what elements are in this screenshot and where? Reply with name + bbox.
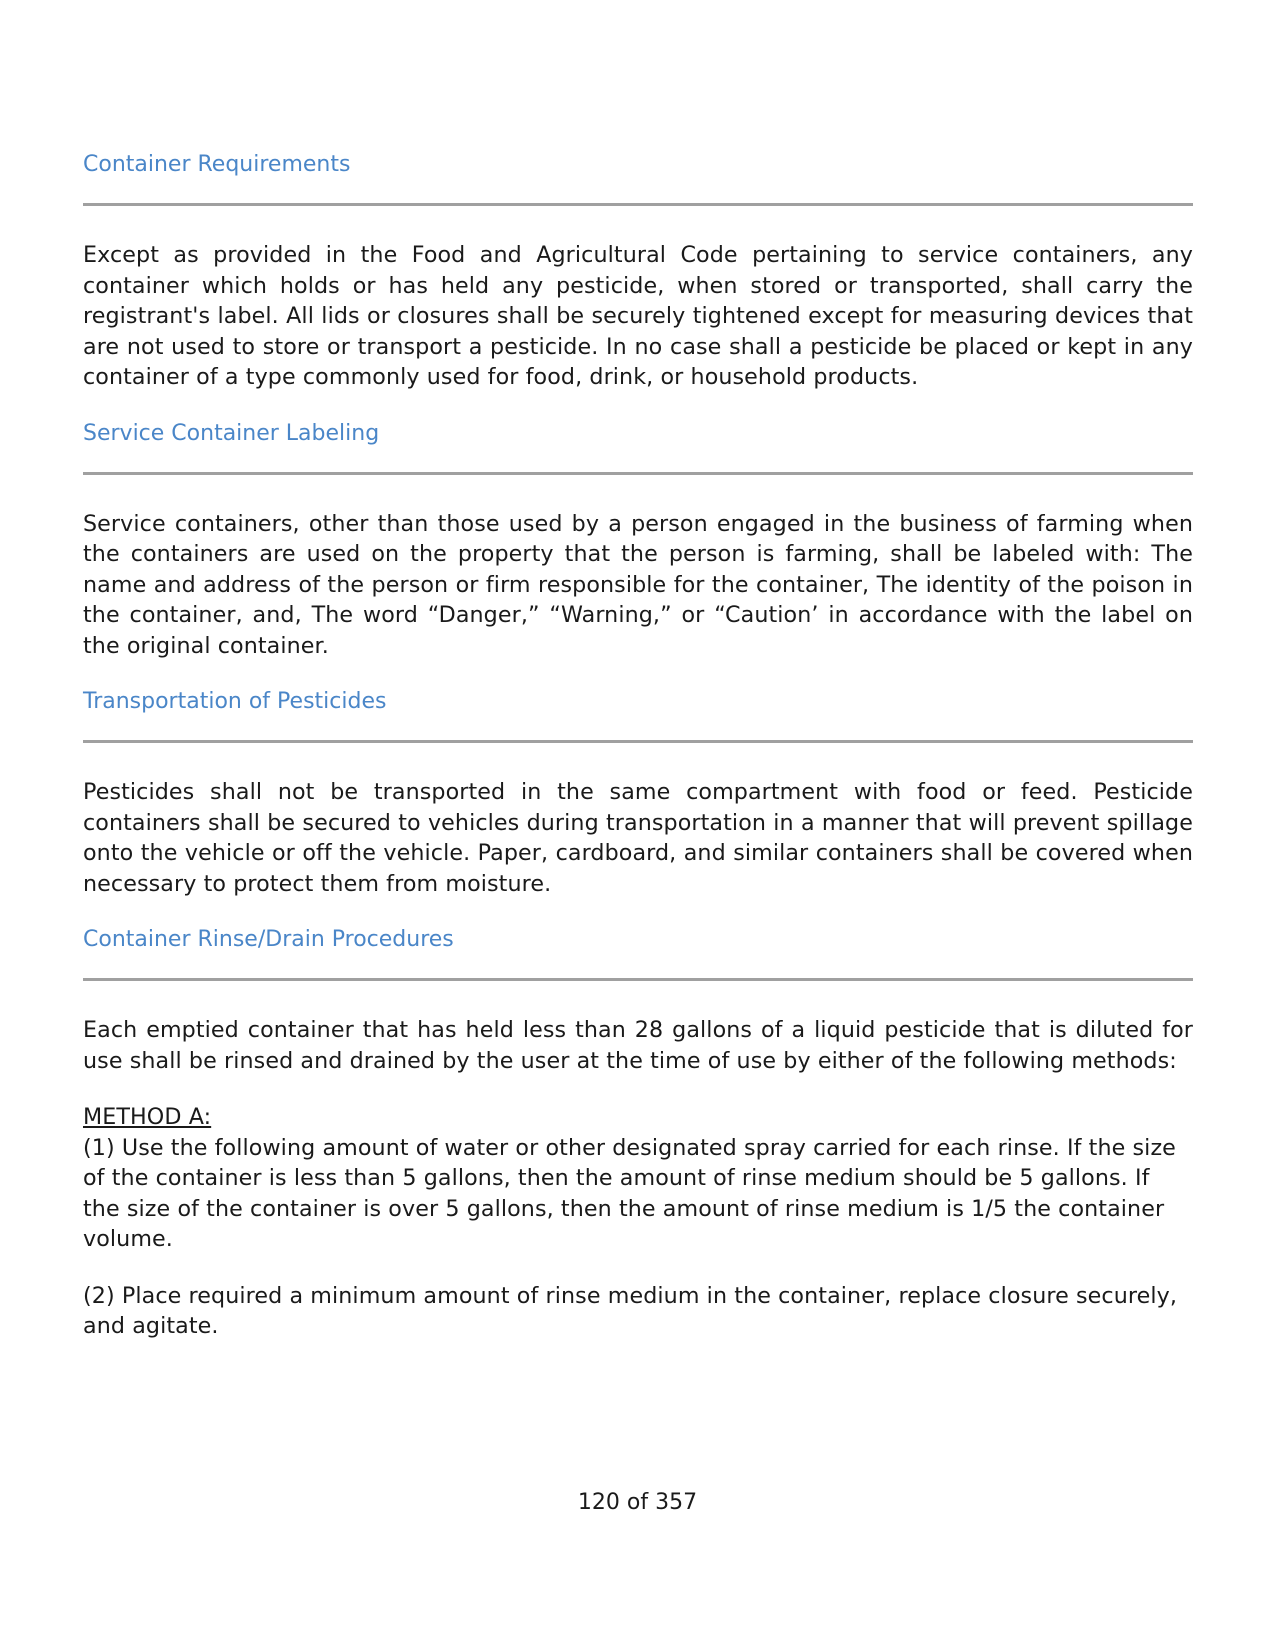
section-heading-service-container-labeling: Service Container Labeling	[83, 420, 380, 446]
section-heading-container-requirements: Container Requirements	[83, 152, 351, 177]
section-divider	[83, 203, 1193, 206]
section-body-container-rinse-drain: Each emptied container that has held less than 28 gallons of a liquid pesticide that is diluted for use shall be rinsed and drained by the user at the time of use by either of the following methods:	[83, 1017, 1193, 1074]
section-divider	[83, 740, 1193, 743]
method-a-step-1: (1) Use the following amount of water or other designated spray carried for each rinse. If the size of the container is less than 5 gallons, then the amount of rinse medium should be 5 gallons. If the size of the container is over 5 gallons, then the amount of rinse medium is 1/5 the container volume.	[83, 1134, 1176, 1252]
document-page	[83, 150, 1193, 1368]
section-heading-container-rinse-drain: Container Rinse/Drain Procedures	[83, 927, 454, 952]
section-body-container-requirements: Except as provided in the Food and Agricultural Code pertaining to service containers, any container which holds or has held any pesticide, when stored or transported, shall carry the registrant's label. All lids or closures shall be securely tightened except for measuring devices that are not used to store or transport a pesticide. In no case shall a pesticide be placed or kept in any container of a type commonly used for food, drink, or household products.	[83, 242, 1193, 390]
section-body-transportation-of-pesticides: Pesticides shall not be transported in the same compartment with food or feed. Pesticide containers shall be secured to vehicles during transportation in a manner that will prevent spillage onto the vehicle or off the vehicle. Paper, cardboard, and similar containers shall be covered when necessary to protect them from moisture.	[83, 779, 1193, 897]
method-a-block	[83, 1102, 1193, 1255]
section-divider	[83, 472, 1193, 475]
section-heading-transportation-of-pesticides: Transportation of Pesticides	[83, 689, 387, 714]
page-number: 120 of 357	[577, 1490, 698, 1515]
section-body-service-container-labeling: Service containers, other than those used by a person engaged in the business of farming when the containers are used on the property that the person is farming, shall be labeled with: The name and address of the person or firm responsible for the container, The identity of the poison in the container, and, The word “Danger,” “Warning,” or “Caution’ in accordance with the label on the original container.	[83, 510, 1193, 659]
section-divider	[83, 978, 1193, 981]
method-a-label: METHOD A:	[83, 1104, 212, 1130]
method-a-step-2: (2) Place required a minimum amount of rinse medium in the container, replace closure securely, and agitate.	[83, 1282, 1177, 1339]
